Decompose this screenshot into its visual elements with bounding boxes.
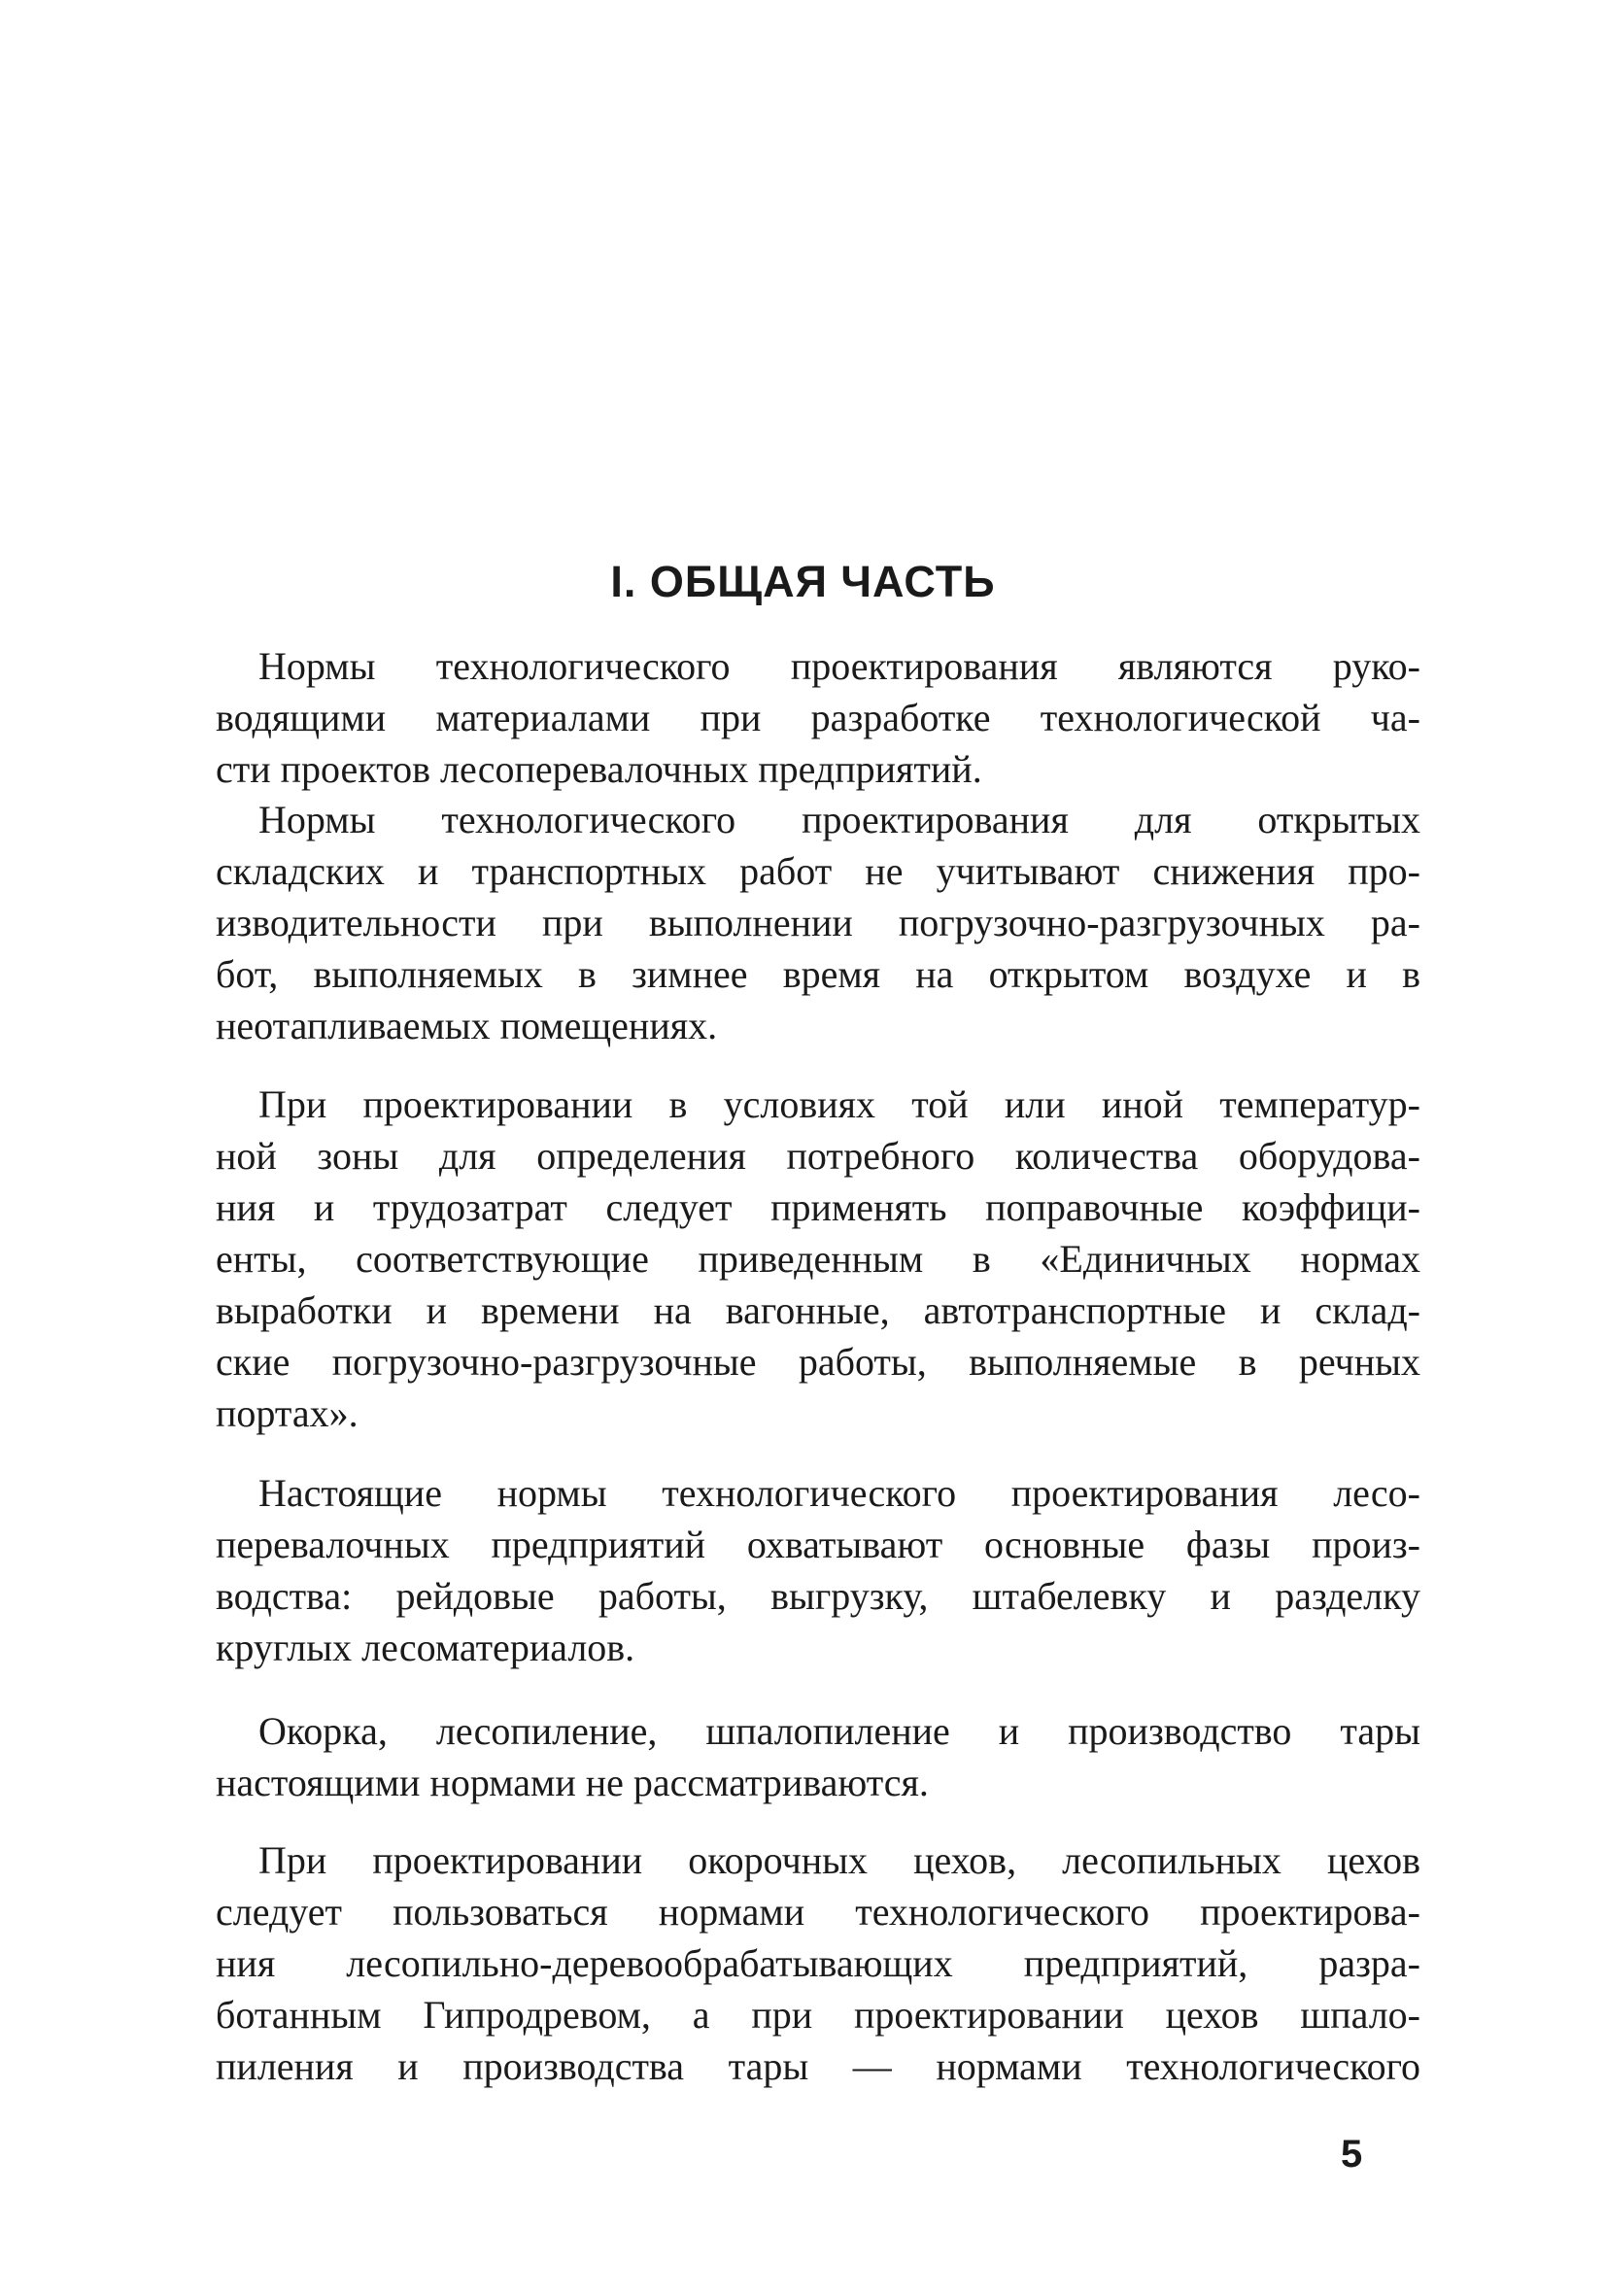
text-line: складских и транспортных работ не учитывают снижения про- <box>216 849 1420 893</box>
text-line: портах». <box>216 1391 359 1435</box>
text-line: ния лесопильно-деревообрабатывающих предприятий, разра- <box>216 1941 1420 1985</box>
text-line: При проектировании окорочных цехов, лесопильных цехов <box>258 1838 1420 1882</box>
text-line: сти проектов лесоперевалочных предприятий. <box>216 747 982 791</box>
paragraph-3 <box>216 1079 1420 1439</box>
text-line: ботанным Гипродревом, а при проектировании цехов шпало- <box>216 1993 1420 2037</box>
text-line: Настоящие нормы технологического проектирования лесо- <box>258 1471 1420 1515</box>
text-line: круглых лесоматериалов. <box>216 1626 635 1669</box>
text-line: Нормы технологического проектирования для открытых <box>258 798 1420 841</box>
text-line: следует пользоваться нормами технологического проектирова- <box>216 1890 1420 1934</box>
text-line: перевалочных предприятий охватывают основные фазы произ- <box>216 1523 1420 1566</box>
text-line: водства: рейдовые работы, выгрузку, штабелевку и разделку <box>216 1574 1420 1618</box>
text-line: При проектировании в условиях той или иной температур- <box>258 1082 1420 1126</box>
paragraph-5 <box>216 1705 1420 1808</box>
text-line: енты, соответствующие приведенным в «Единичных нормах <box>216 1237 1420 1281</box>
text-line: настоящими нормами не рассматриваются. <box>216 1761 929 1804</box>
text-line: изводительности при выполнении погрузочно-разгрузочных ра- <box>216 901 1420 944</box>
text-line: выработки и времени на вагонные, автотранспортные и склад- <box>216 1288 1420 1332</box>
text-line: ские погрузочно-разгрузочные работы, выполняемые в речных <box>216 1340 1420 1384</box>
text-line: ной зоны для определения потребного количества оборудова- <box>216 1134 1420 1178</box>
paragraph-1 <box>216 640 1420 795</box>
text-line: Нормы технологического проектирования являются руко- <box>258 644 1420 688</box>
text-line: бот, выполняемых в зимнее время на открытом воздухе и в <box>216 952 1420 996</box>
text-line: водящими материалами при разработке технологической ча- <box>216 696 1420 739</box>
page-number: 5 <box>1341 2133 1363 2176</box>
paragraph-2 <box>216 794 1420 1051</box>
section-heading: I. ОБЩАЯ ЧАСТЬ <box>610 557 996 606</box>
text-line: неотапливаемых помещениях. <box>216 1004 718 1047</box>
paragraph-4 <box>216 1467 1420 1673</box>
text-line: ния и трудозатрат следует применять поправочные коэффици- <box>216 1185 1420 1229</box>
text-line: Окорка, лесопиление, шпалопиление и производство тары <box>258 1709 1420 1753</box>
paragraph-6 <box>216 1834 1420 2092</box>
text-line: пиления и производства тары — нормами технологического <box>216 2044 1420 2088</box>
